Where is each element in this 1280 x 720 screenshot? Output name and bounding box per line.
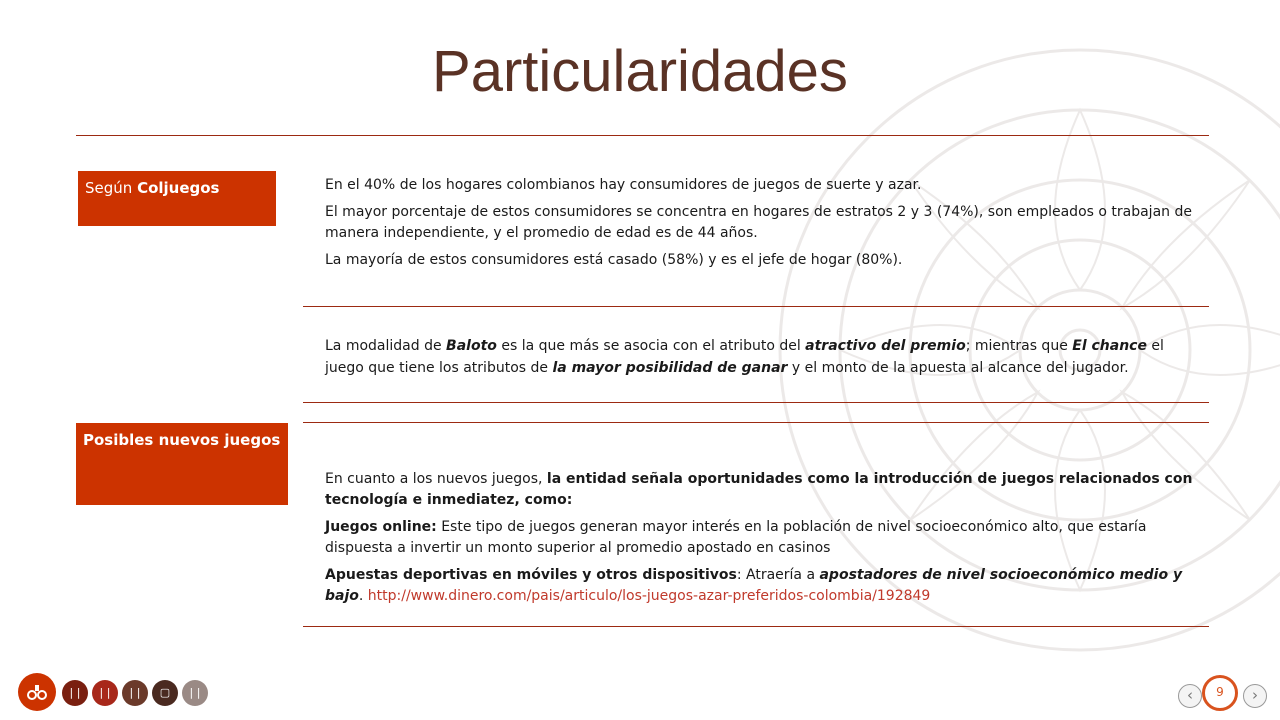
s3-intro-bold: la entidad señala oportunidades como la introducción de juegos relacionados con tecnología e inmediatez, como: [325,471,1193,508]
section3-top-divider [303,422,1209,423]
section3-bottom-divider [303,626,1209,627]
label-text: Posibles nuevos juegos [83,431,281,449]
prev-slide-button[interactable]: ‹ [1178,684,1202,708]
page-number-badge: 9 [1202,675,1238,711]
label-segun-coljuegos [78,171,276,226]
s3-mobile-end: . [358,588,368,604]
title-divider [76,135,1209,136]
s3-intro: En cuanto a los nuevos juegos, [325,471,547,487]
section3-text [325,469,1200,613]
s2-posibilidad: la mayor posibilidad de ganar [552,360,788,376]
section1-p1: En el 40% de los hogares colombianos hay consumidores de juegos de suerte y azar. [325,177,922,193]
section2-text [325,335,1200,385]
nav-item-1[interactable]: | | [62,680,88,706]
label-prefix: Según [85,179,138,197]
section1-divider [303,306,1209,307]
s3-mobile-colon: : Atraería a [736,567,820,583]
s2-atractivo: atractivo del premio [805,338,966,354]
next-slide-button[interactable]: › [1243,684,1267,708]
section1-p2: El mayor porcentaje de estos consumidores se concentra en hogares de estratos 2 y 3 (74%), son empleados o trabajan de manera independiente, y el promedio de edad es de 44 años. [325,204,1192,241]
nav-item-5[interactable]: | | [182,680,208,706]
label-posibles-nuevos-juegos [76,423,288,505]
s3-online-text: Este tipo de juegos generan mayor interés en la población de nivel socioeconómico alto, que estaría dispuesta a invertir un monto superior al promedio apostado en casinos [325,519,1147,556]
s3-mobile-label: Apuestas deportivas en móviles y otros dispositivos [325,567,737,583]
s3-mobile-em: apostadores de nivel socioeconómico medio y bajo [325,567,1183,604]
nav-item-4[interactable]: ▢ [152,680,178,706]
source-link[interactable]: http://www.dinero.com/pais/articulo/los-juegos-azar-preferidos-colombia/192849 [367,588,931,604]
logo-icon[interactable] [18,673,56,711]
section1-p3: La mayoría de estos consumidores está casado (58%) y es el jefe de hogar (80%). [325,252,903,268]
section1-text [325,175,1200,277]
s2-t9: y el monto de la apuesta al alcance del jugador. [787,360,1129,376]
s2-chance: El chance [1072,338,1147,354]
s3-online-label: Juegos online: [325,519,437,535]
nav-item-2[interactable]: | | [92,680,118,706]
section2-divider [303,402,1209,403]
nav-item-3[interactable]: | | [122,680,148,706]
s2-baloto: Baloto [446,338,497,354]
label-bold: Coljuegos [137,179,220,197]
s2-t5: ; mientras que [965,338,1073,354]
page-title: Particularidades [432,39,848,104]
s2-t1: La modalidad de [325,338,447,354]
s2-t3: es la que más se asocia con el atributo del [496,338,806,354]
s2-t7: el juego que tiene los atributos de [325,338,1164,376]
